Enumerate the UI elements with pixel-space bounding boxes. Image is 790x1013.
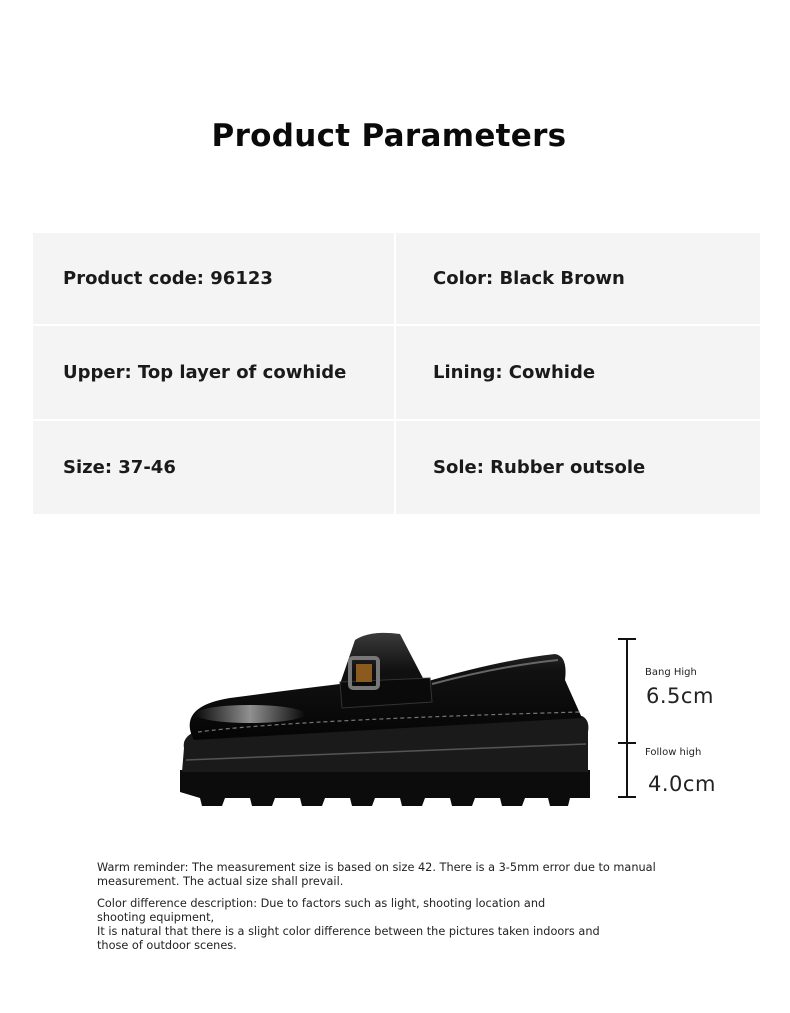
notes-section xyxy=(97,861,717,953)
param-lining xyxy=(396,326,760,419)
page-title: Product Parameters xyxy=(211,118,567,154)
param-size-text: Size: 37-46 xyxy=(63,457,176,478)
follow-high-value: 4.0cm xyxy=(648,772,716,796)
param-upper xyxy=(33,326,394,419)
loafer-shoe-icon xyxy=(170,620,610,820)
bang-height-line xyxy=(626,639,628,743)
height-measurement xyxy=(608,630,748,810)
param-product-code-text: Product code: 96123 xyxy=(63,268,273,289)
color-note-line2: shooting equipment, xyxy=(97,911,215,924)
warm-reminder-line1: Warm reminder: The measurement size is based on size 42. There is a 3-5mm error due to manual xyxy=(97,861,656,874)
color-note-line4: those of outdoor scenes. xyxy=(97,939,237,952)
param-lining-text: Lining: Cowhide xyxy=(433,362,596,383)
param-upper-text: Upper: Top layer of cowhide xyxy=(63,362,347,383)
param-size xyxy=(33,421,394,514)
warm-reminder-line2: measurement. The actual size shall prevail. xyxy=(97,875,344,888)
param-color-text: Color: Black Brown xyxy=(433,268,625,289)
param-product-code xyxy=(33,233,394,324)
follow-height-line xyxy=(626,743,628,797)
param-sole xyxy=(396,421,760,514)
bang-high-value: 6.5cm xyxy=(646,684,714,708)
measure-tick-bottom xyxy=(618,796,636,798)
parameters-table xyxy=(33,233,760,514)
shoe-image xyxy=(170,620,610,820)
param-sole-text: Sole: Rubber outsole xyxy=(433,457,646,478)
bang-high-label: Bang High xyxy=(645,667,697,678)
color-note-line1: Color difference description: Due to factors such as light, shooting location and xyxy=(97,897,546,910)
color-note-line3: It is natural that there is a slight color difference between the pictures taken indoors and xyxy=(97,925,600,938)
follow-high-label: Follow high xyxy=(645,747,702,758)
param-color xyxy=(396,233,760,324)
